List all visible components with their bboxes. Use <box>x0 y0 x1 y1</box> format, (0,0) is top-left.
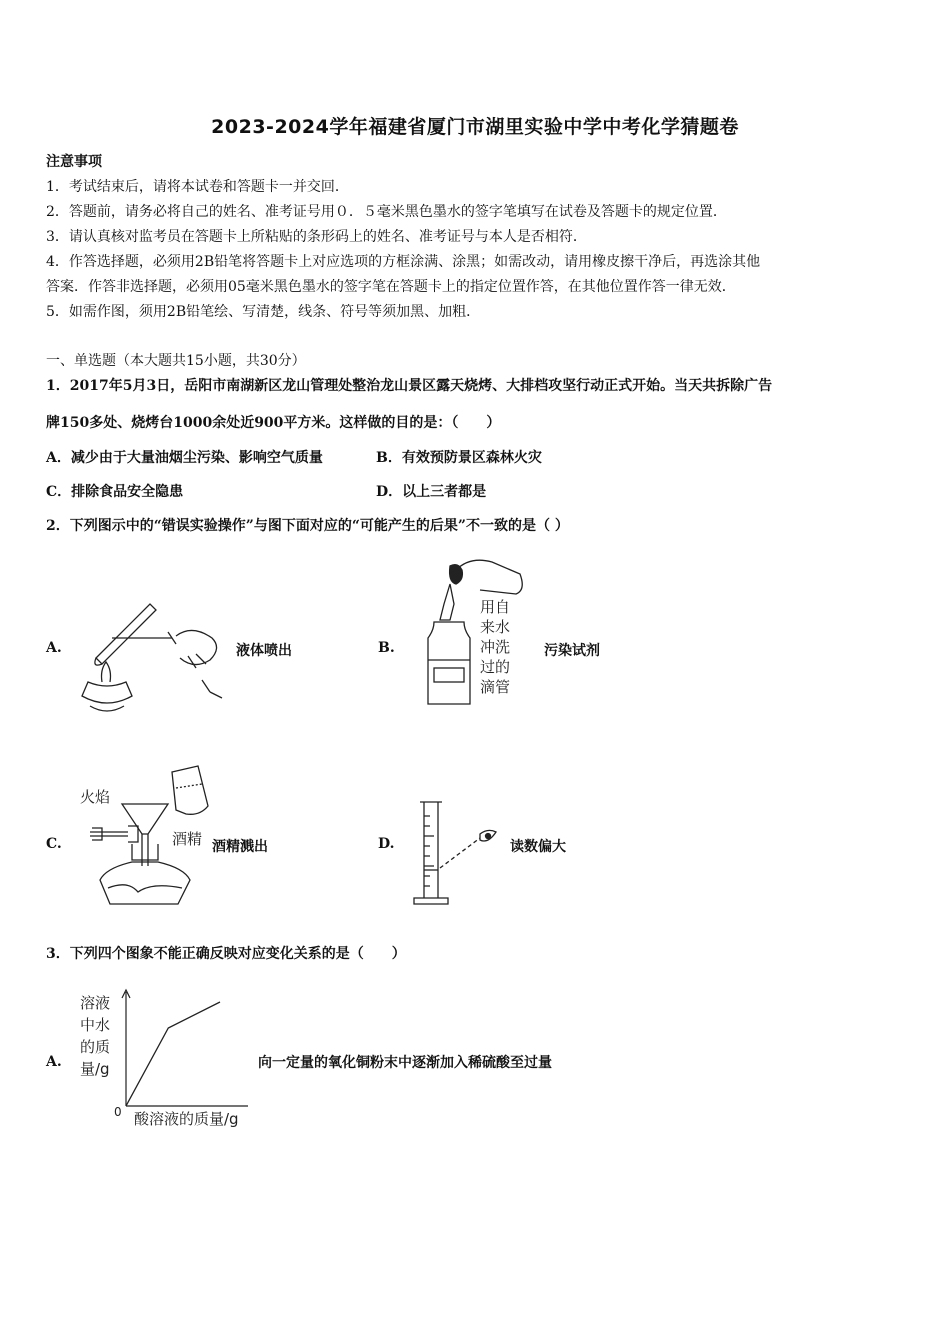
y-axis-label: 量/g <box>80 1060 110 1078</box>
series-line-water-mass <box>126 1002 220 1106</box>
q3-option-a-letter: A. <box>46 1054 62 1070</box>
page-title: 2023-2024学年福建省厦门市湖里实验中学中考化学猜题卷 <box>211 116 739 138</box>
flame-label: 火焰 <box>80 788 111 806</box>
graduated-cylinder-figure <box>410 796 510 908</box>
dropper-label: 用自 <box>480 598 511 616</box>
alcohol-lamp-figure <box>72 764 212 908</box>
q2-option-a-letter: A. <box>46 640 62 656</box>
q2-stem: 2．下列图示中的“错误实验操作”与图下面对应的“可能产生的后果”不一致的是（ ） <box>46 518 569 534</box>
origin-label: 0 <box>114 1105 122 1119</box>
y-axis-label: 中水 <box>80 1016 111 1034</box>
q1-option-a: A．减少由于大量油烟尘污染、影响空气质量 <box>46 450 323 466</box>
q2-option-b-result: 污染试剂 <box>544 643 600 659</box>
q1-stem-line1: 1．2017年5月3日，岳阳市南湖新区龙山管理处整治龙山景区露天烧烤、大排档攻坚行动正式开始。当天共拆除广告 <box>46 378 773 394</box>
section-heading: 一、单选题（本大题共15小题，共30分） <box>46 353 306 369</box>
notice-item: 4．作答选择题，必须用2B铅笔将答题卡上对应选项的方框涂满、涂黑；如需改动，请用橡皮擦干净后，再选涂其他 <box>46 254 761 270</box>
y-axis-label: 的质 <box>80 1038 111 1056</box>
dropper-label: 来水 <box>480 618 511 636</box>
q3-line-chart <box>76 984 256 1130</box>
dropper-label: 滴管 <box>480 678 511 696</box>
dropper-bottle-figure <box>420 556 526 706</box>
q2-option-c-result: 酒精溅出 <box>212 839 268 855</box>
q1-stem-line2: 牌150多处、烧烤台1000余处近900平方米。这样做的目的是：（ ） <box>46 415 501 431</box>
y-axis-label: 溶液 <box>80 994 111 1012</box>
dropper-label: 过的 <box>480 658 511 676</box>
notice-item: 2．答题前，请务必将自己的姓名、准考证号用０．５毫米黑色墨水的签字笔填写在试卷及答题卡的规定位置． <box>46 204 727 220</box>
notice-item: 5．如需作图，须用2B铅笔绘、写清楚，线条、符号等须加黑、加粗． <box>46 304 481 320</box>
heating-test-tube-figure <box>72 598 232 716</box>
q2-option-d-result: 读数偏大 <box>510 839 566 855</box>
q2-option-c-letter: C. <box>46 836 62 852</box>
x-axis-label: 酸溶液的质量/g <box>134 1110 239 1128</box>
notice-item: 答案．作答非选择题，必须用05毫米黑色墨水的签字笔在答题卡上的指定位置作答，在其他位置作答一律无效． <box>46 279 736 295</box>
notice-heading: 注意事项 <box>46 154 102 170</box>
q1-option-c: C．排除食品安全隐患 <box>46 484 184 500</box>
q1-option-b: B．有效预防景区森林火灾 <box>376 450 542 466</box>
dropper-label: 冲洗 <box>480 638 511 656</box>
alcohol-label: 酒精 <box>172 830 203 848</box>
q3-stem: 3．下列四个图象不能正确反映对应变化关系的是（ ） <box>46 946 406 962</box>
q1-option-d: D．以上三者都是 <box>376 484 487 500</box>
notice-item: 1．考试结束后，请将本试卷和答题卡一并交回． <box>46 179 349 195</box>
notice-item: 3．请认真核对监考员在答题卡上所粘贴的条形码上的姓名、准考证号与本人是否相符． <box>46 229 587 245</box>
q3-option-a-text: 向一定量的氧化铜粉末中逐渐加入稀硫酸至过量 <box>258 1055 552 1071</box>
q2-option-d-letter: D. <box>378 836 395 852</box>
q2-option-b-letter: B. <box>378 640 395 656</box>
q2-option-a-result: 液体喷出 <box>236 643 292 659</box>
